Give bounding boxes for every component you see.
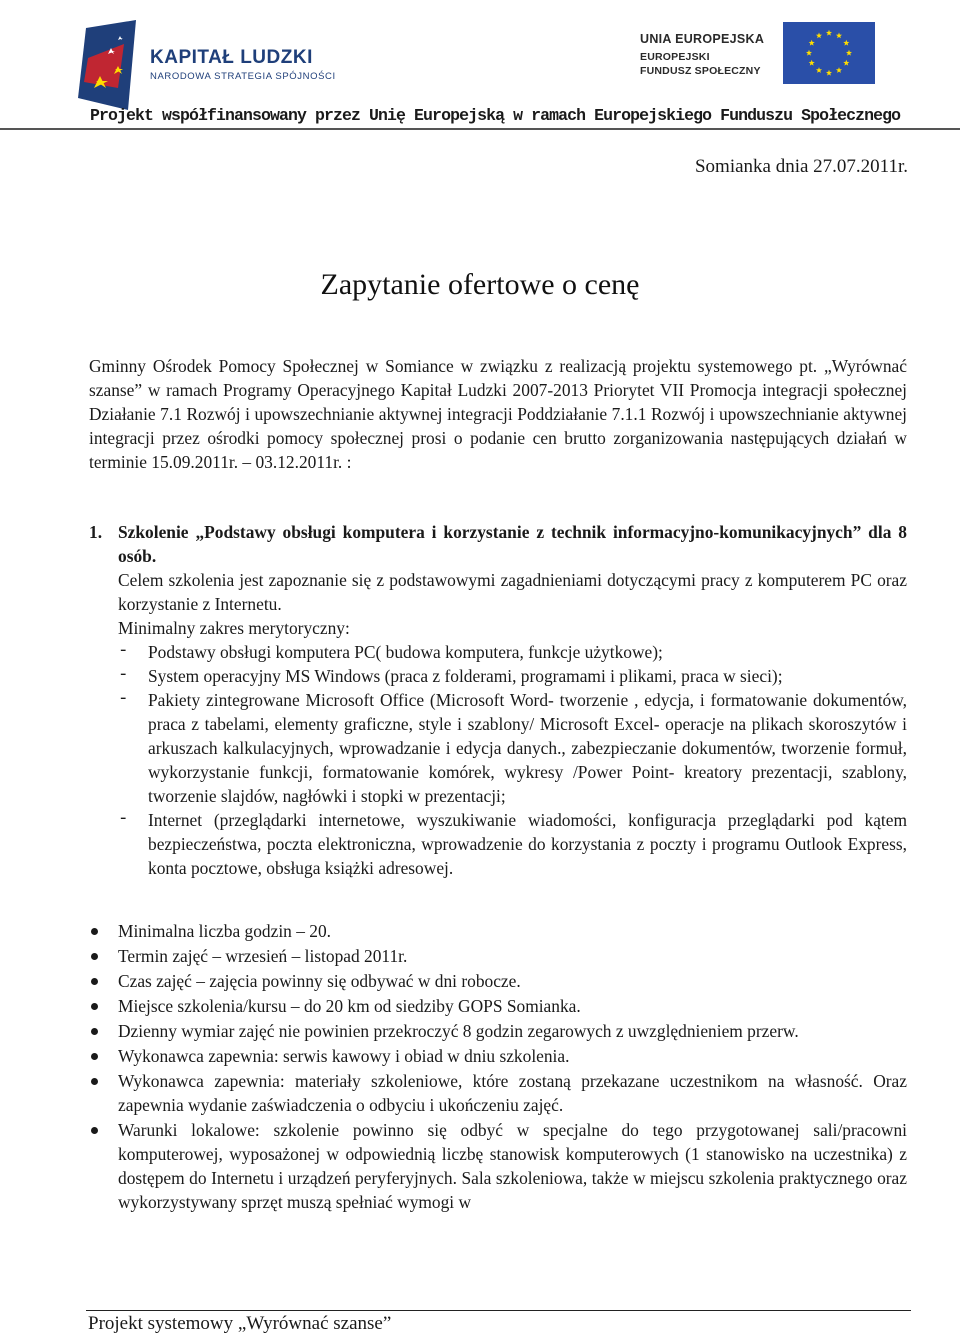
- ue-line2: EUROPEJSKI: [640, 51, 710, 63]
- scope-item-text: Internet (przeglądarki internetowe, wyszukiwanie wiadomości, konfiguracja przeglądarki pod kątem bezpieczeństwa, poczta elektroniczna, wprowadzenie do korzystania z poczty i programu Outlook Express, konta pocztowe, obsługa książki adresowej.: [148, 810, 907, 878]
- page-header: [0, 0, 960, 132]
- dash-marker: -: [118, 666, 129, 685]
- list-item: [89, 1118, 907, 1214]
- list-item: [89, 919, 907, 943]
- requirement-text: Dzienny wymiar zajęć nie powinien przekroczyć 8 godzin zegarowych z uwzględnieniem przerw.: [118, 1021, 799, 1041]
- requirement-text: Minimalna liczba godzin – 20.: [118, 921, 331, 941]
- list-item: [89, 1019, 907, 1043]
- bullet-icon: [91, 1078, 98, 1085]
- requirement-text: Warunki lokalowe: szkolenie powinno się odbyć w specjalne do tego przygotowanej sali/pracowni komputerowej, wyposażonej w odpowiednią liczbę stanowisk komputerowych (1 stanowisko na uczestnika) z dostępem do Internetu i urządzeń peryferyjnych. Sala szkoleniowa, także w miejscu szkolenia praktycznego oraz wykorzystywany sprzęt muszą spełniać wymogi w: [118, 1120, 907, 1212]
- header-divider: [0, 128, 960, 130]
- list-item: [89, 1044, 907, 1068]
- section-number: 1.: [89, 522, 103, 542]
- requirements-list: [89, 919, 907, 1215]
- requirement-text: Miejsce szkolenia/kursu – do 20 km od siedziby GOPS Somianka.: [118, 996, 581, 1016]
- list-item: [89, 994, 907, 1018]
- bullet-icon: [91, 953, 98, 960]
- scope-item-text: Pakiety zintegrowane Microsoft Office (Microsoft Word- tworzenie , edycja, i formatowanie dokumentów, praca z tabelami, elementy graficzne, style i szablony/ Microsoft Excel- operacje na plikach skoroszytów i arkuszach kalkulacyjnych, wprowadzanie i edycja danych., zabezpieczanie dokumentów, tworzenie formuł, wykorzystanie funkcji, formatowanie komórek, wykresy /Power Point- kreatory prezentacji, szablony, tworzenie slajdów, nagłówki i stopki w prezentacji;: [148, 690, 907, 806]
- requirement-text: Termin zajęć – wrzesień – listopad 2011r.: [118, 946, 408, 966]
- list-item: [118, 640, 907, 664]
- list-item: [118, 664, 907, 688]
- section-1: [89, 520, 907, 880]
- requirement-text: Wykonawca zapewnia: materiały szkoleniowe, które zostaną przekazane uczestnikom na własność. Oraz zapewnia wydanie zaświadczenia o odbyciu i ukończeniu zajęć.: [118, 1071, 907, 1115]
- requirement-text: Wykonawca zapewnia: serwis kawowy i obiad w dniu szkolenia.: [118, 1046, 570, 1066]
- ue-wordmark: [640, 32, 780, 78]
- eu-flag-icon: [783, 22, 875, 84]
- requirement-text: Czas zajęć – zajęcia powinny się odbywać w dni robocze.: [118, 971, 521, 991]
- document-title: Zapytanie ofertowe o cenę: [320, 268, 640, 301]
- section-heading: [89, 520, 907, 568]
- cofinancing-caption: Projekt współfinansowany przez Unię Europejską w ramach Europejskiego Funduszu Społecznego: [90, 106, 901, 125]
- bullet-icon: [91, 1127, 98, 1134]
- footer-divider: [86, 1310, 911, 1311]
- list-item: [89, 944, 907, 968]
- list-item: [89, 1069, 907, 1117]
- scope-list: [118, 640, 907, 880]
- kl-subtitle: NARODOWA STRATEGIA SPÓJNOŚCI: [150, 71, 336, 82]
- list-item: [89, 969, 907, 993]
- dash-marker: -: [118, 642, 129, 661]
- kapital-ludzki-logo: [78, 18, 140, 110]
- document-date: Somianka dnia 27.07.2011r.: [694, 156, 908, 177]
- intro-paragraph: Gminny Ośrodek Pomocy Społecznej w Somiance w związku z realizacją projektu systemowego pt. „Wyrównać szanse” w ramach Programy Operacyjnego Kapitał Ludzki 2007-2013 Priorytet VII Promocja integracji społecznej Działanie 7.1 Rozwój i upowszechnianie aktywnej integracji Poddziałanie 7.1.1 Rozwój i upowszechnianie aktywnej integracji przez ośrodki pomocy społecznej prosi o podanie cen brutto zorganizowania następujących działań w terminie 15.09.2011r. – 03.12.2011r. :: [89, 356, 907, 472]
- ue-line3: FUNDUSZ SPOŁECZNY: [640, 65, 761, 77]
- scope-item-text: System operacyjny MS Windows (praca z folderami, programami i plikami, praca w sieci);: [148, 666, 783, 686]
- dash-marker: -: [118, 810, 129, 829]
- scope-label: Minimalny zakres merytoryczny:: [118, 618, 350, 638]
- kl-name: KAPITAŁ LUDZKI: [150, 47, 313, 68]
- bullet-icon: [91, 978, 98, 985]
- section-title: Szkolenie „Podstawy obsługi komputera i korzystanie z technik informacyjno-komunikacyjnych” dla 8 osób.: [118, 522, 907, 566]
- list-item: [118, 688, 907, 808]
- section-body: [118, 568, 907, 880]
- ue-line1: UNIA EUROPEJSKA: [640, 32, 765, 46]
- dash-marker: -: [118, 690, 129, 709]
- bullet-icon: [91, 928, 98, 935]
- footer-project-name: Projekt systemowy „Wyrównać szanse”: [88, 1313, 392, 1334]
- bullet-icon: [91, 1053, 98, 1060]
- kapital-ludzki-wordmark: [150, 48, 336, 82]
- bullet-icon: [91, 1003, 98, 1010]
- training-goal: Celem szkolenia jest zapoznanie się z podstawowymi zagadnieniami dotyczącymi pracy z komputerem PC oraz korzystanie z Internetu.: [118, 570, 907, 614]
- bullet-icon: [91, 1028, 98, 1035]
- scope-item-text: Podstawy obsługi komputera PC( budowa komputera, funkcje użytkowe);: [148, 642, 663, 662]
- list-item: [118, 808, 907, 880]
